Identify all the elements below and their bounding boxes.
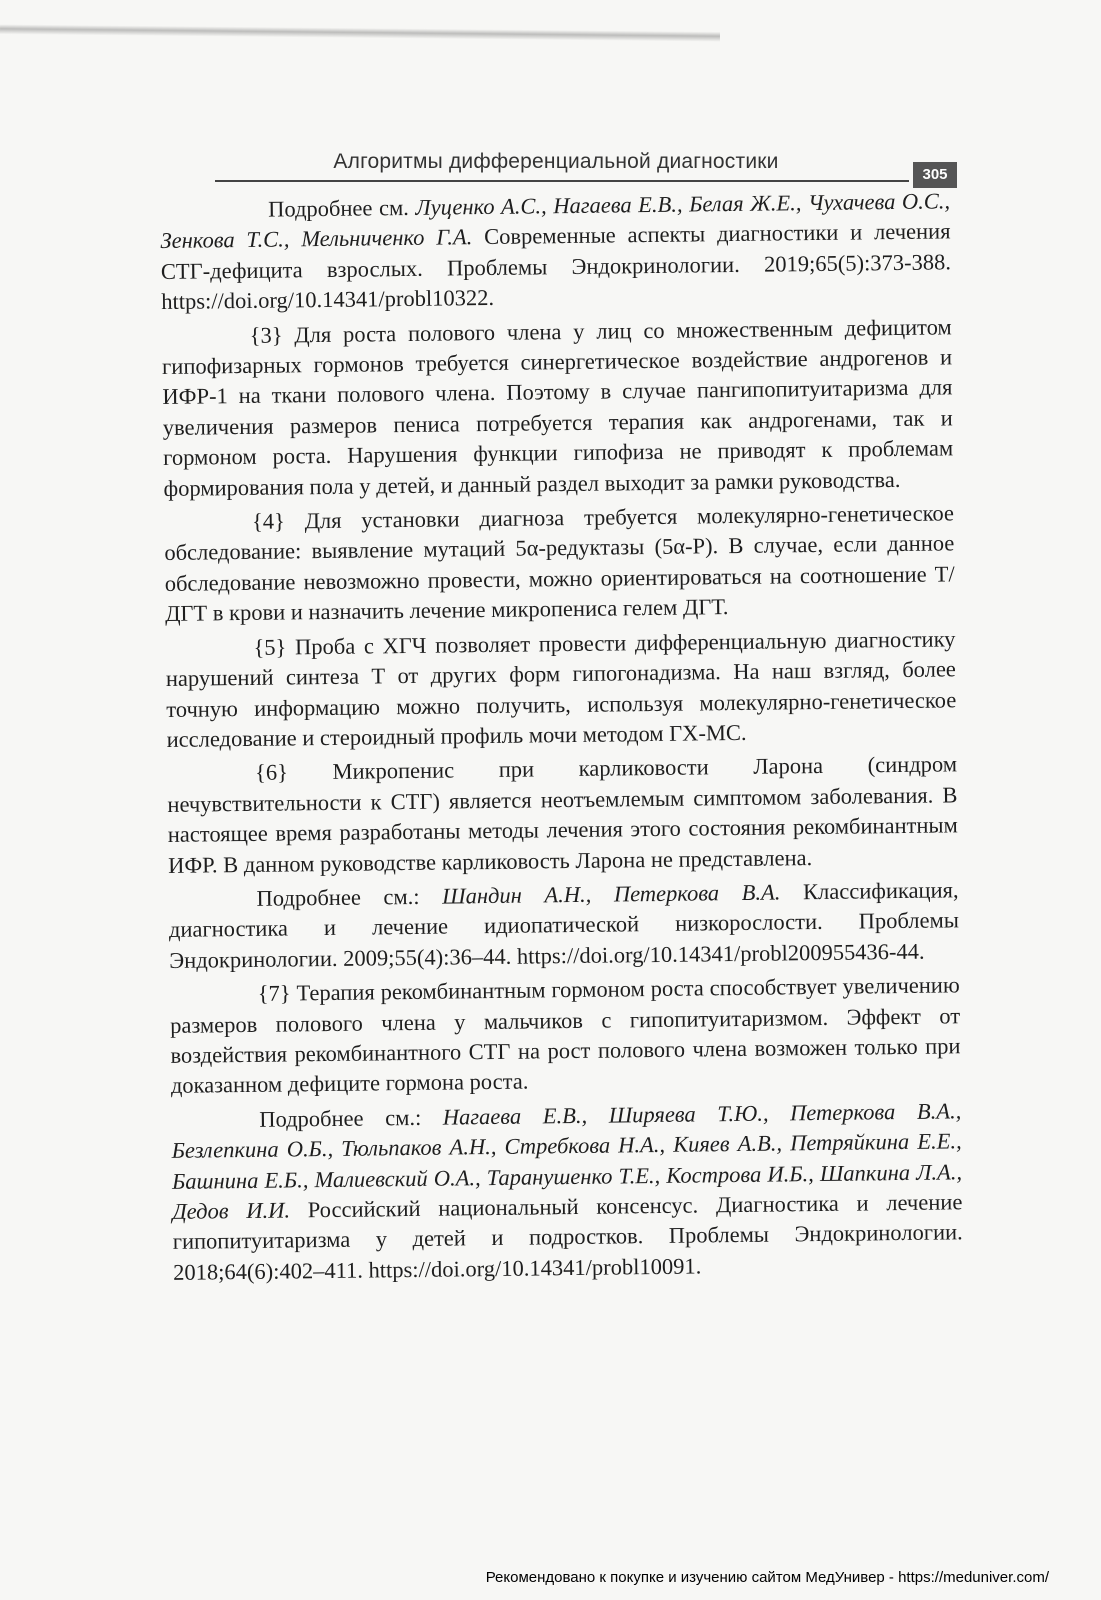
body-text: [160, 186, 963, 1292]
reference-citation: Современные аспекты диагностики и лечения СТГ-дефицита взрослых. Проблемы Эндокринологии. 2019;65(5):373-388. https://doi.org/10.14341/probl10322.: [160, 218, 952, 315]
reference-lead: Подробнее см.:: [256, 883, 443, 911]
running-header: [215, 150, 957, 186]
note-paragraph-3: {3} Для роста полового члена у лиц со множественным дефицитом гипофизарных гормонов требуется синергетическое воздействие андрогенов и ИФР-1 на ткани полового члена. Поэтому в случае пангипопитуитаризма для увеличения размеров пениса потребуется терапия как андрогенами, так и гормоном роста. Нарушения функции гипофиза не приводят к проблемам формирования пола у детей, и данный раздел выходит за рамки руководства.: [161, 313, 954, 501]
page-edge-shadow: [0, 24, 720, 42]
reference-citation: Российский национальный консенсус. Диагностика и лечение гипопитуитаризма у детей и подростков. Проблемы Эндокринологии. 2018;64(6):402–411. https://doi.org/10.14341/probl10091.: [172, 1189, 963, 1285]
note-paragraph-5: {5} Проба с ХГЧ позволяет провести дифференциальную диагностику нарушений синтеза Т от других форм гипогонадизма. На наш взгляд, более точную информацию можно получить, используя молекулярно-генетическое исследование и стероидный профиль мочи методом ГХ-МС.: [165, 626, 957, 752]
note-paragraph-4: {4} Для установки диагноза требуется молекулярно-генетическое обследование: выявление мутаций 5α-редуктазы (5α-Р). В случае, если данное обследование невозможно провести, можно ориентироваться на соотношение Т/ДГТ в крови и назначить лечение микропениса гелем ДГТ.: [164, 500, 955, 627]
page-number: 305: [913, 162, 957, 188]
footer-watermark: Рекомендовано к покупке и изучению сайтом МедУнивер - https://meduniver.com/: [485, 1569, 1049, 1586]
note-paragraph-7: {7} Терапия рекомбинантным гормоном роста способствует увеличению размеров полового члена у мальчиков с гипопитуитаризмом. Эффект от воздействия рекомбинантного СТГ на рост полового члена возможен только при доказанном дефиците гормона роста.: [169, 972, 961, 1099]
reference-authors: Нагаева Е.В., Ширяева Т.Ю., Петеркова В.А., Безлепкина О.Б., Тюльпаков А.Н., Стребкова Н.А., Кияев А.В., Петряйкина Е.Е., Башнина Е.Б., Малиевский О.А., Таранушенко Т.Е., Кострова И.Б., Шапкина Л.А., Дедов И.И.: [171, 1098, 963, 1224]
header-title: Алгоритмы дифференциальной диагностики: [333, 150, 779, 173]
reference-lead: Подробнее см.:: [259, 1104, 443, 1132]
reference-paragraph-3: [171, 1096, 963, 1288]
reference-paragraph-1: [160, 186, 951, 317]
note-paragraph-6: {6} Микропенис при карликовости Ларона (синдром нечувствительности к СТГ) является неотъемлемым симптомом заболевания. В настоящее время разработаны методы лечения этого состояния рекомбинантным ИФР. В данном руководстве карликовость Ларона не представлена.: [167, 751, 958, 878]
reference-paragraph-2: [168, 875, 959, 976]
reference-authors: Шандин А.Н., Петеркова В.А.: [441, 879, 781, 909]
reference-lead: Подробнее см.: [268, 194, 416, 222]
reference-citation: Классификация, диагностика и лечение идиопатической низкорослости. Проблемы Эндокринологии. 2009;55(4):36–44. https://doi.org/10.14341/probl200955436-44.: [168, 877, 960, 973]
reference-authors: Луценко А.С., Нагаева Е.В., Белая Ж.Е., Чухачева О.С., Зенкова Т.С., Мельниченко Г.А.: [160, 188, 951, 254]
header-rule: [215, 180, 909, 182]
